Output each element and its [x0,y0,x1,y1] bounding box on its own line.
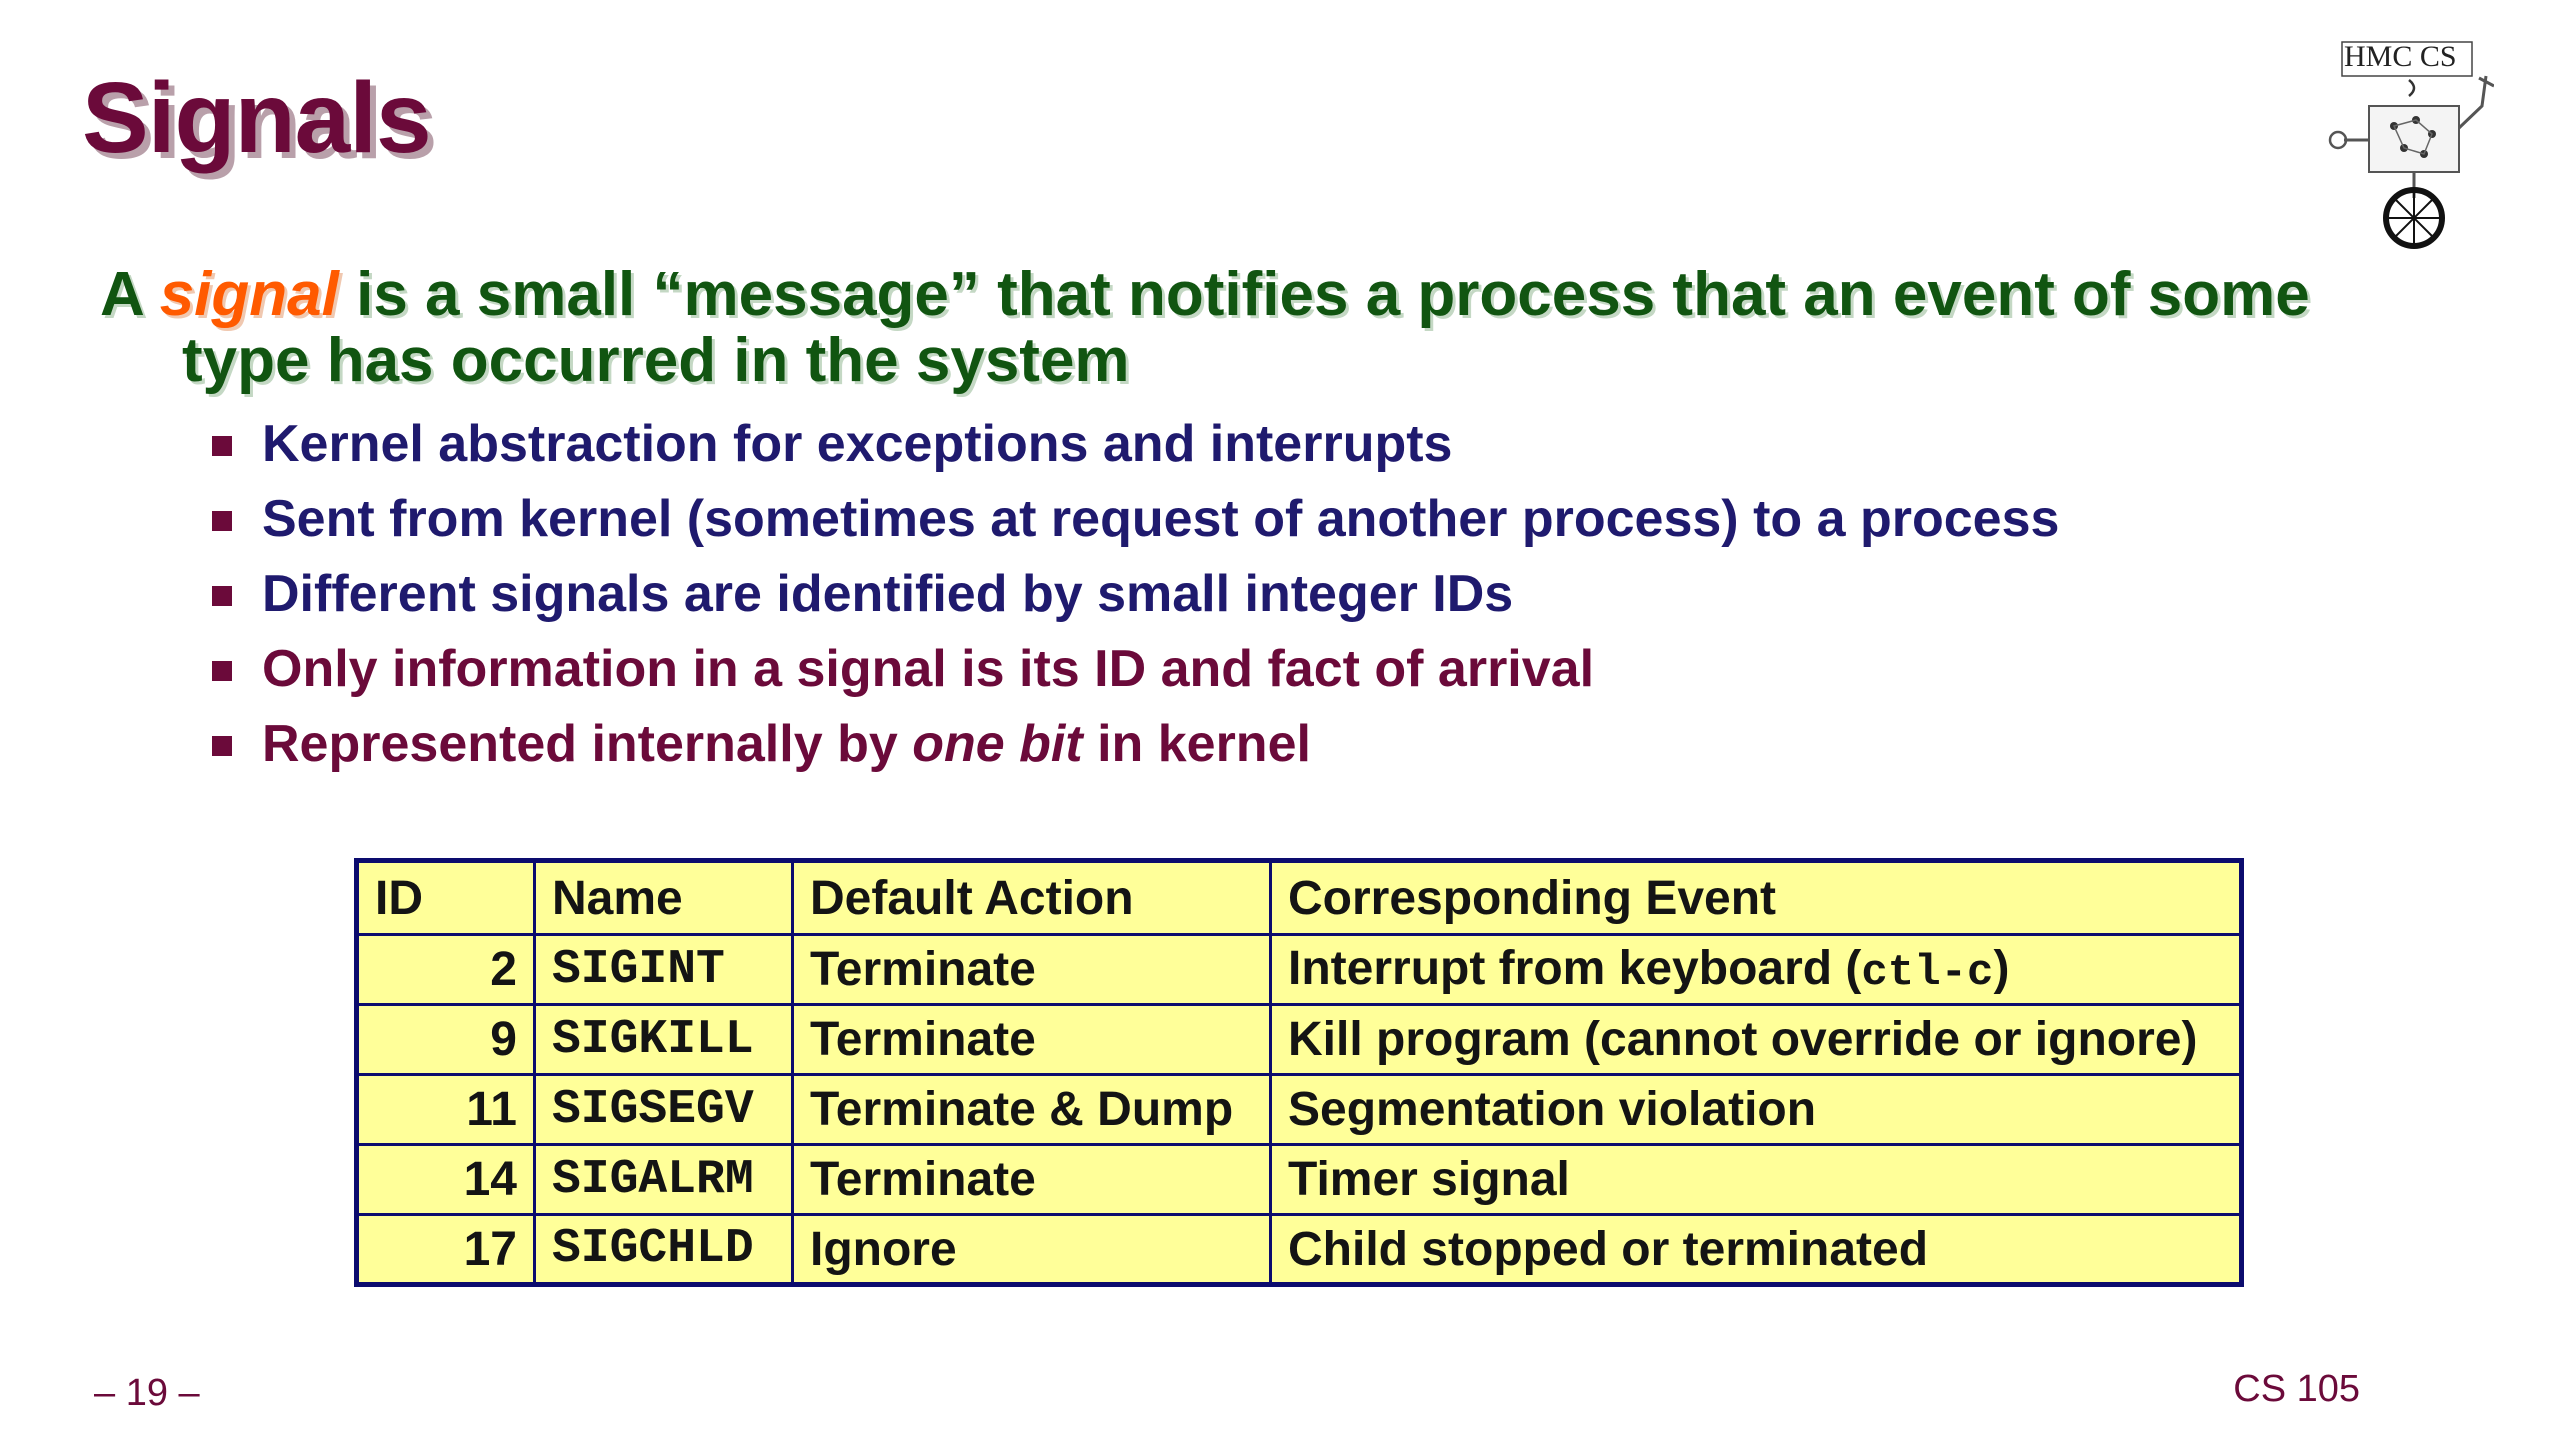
signal-id: 2 [357,935,535,1005]
sub-bullet [206,414,2059,489]
sub-bullet-text: Represented internally by [262,715,913,773]
header-default-action: Default Action [793,861,1271,935]
table-row [357,1075,2242,1145]
sub-bullet [206,564,2059,639]
page-number: – 19 – [94,1372,200,1414]
signal-action: Terminate [793,1005,1271,1075]
signal-event: Timer signal [1271,1145,2242,1215]
header-name: Name [535,861,793,935]
header-corresponding-event: Corresponding Event [1271,861,2242,935]
signal-action: Ignore [793,1215,1271,1285]
signal-name: SIGKILL [535,1005,793,1075]
table-row [357,1005,2242,1075]
slide-title: Signals [82,62,431,174]
signal-event-text: Interrupt from keyboard ( [1288,942,1862,995]
square-bullet-icon [212,736,232,756]
square-bullet-icon [212,586,232,606]
signal-name: SIGALRM [535,1145,793,1215]
main-bullet-text: is a small “message” that notifies a process that an event of some type has occurred in the system [182,260,2310,395]
signal-name: SIGINT [535,935,793,1005]
signal-id: 17 [357,1215,535,1285]
signals-table [354,858,2244,1287]
table-row [357,1145,2242,1215]
main-bullet [100,262,2440,394]
signal-name: SIGSEGV [535,1075,793,1145]
signal-action: Terminate [793,1145,1271,1215]
square-bullet-icon [212,661,232,681]
sub-bullet-text: Different signals are identified by small integer IDs [262,565,1514,623]
table-header-row [357,861,2242,935]
sub-bullet-text-tail: in kernel [1082,715,1311,773]
sub-bullet-text: Kernel abstraction for exceptions and interrupts [262,415,1453,473]
signal-id: 14 [357,1145,535,1215]
sub-bullet [206,714,2059,789]
square-bullet-icon [212,436,232,456]
signal-name: SIGCHLD [535,1215,793,1285]
signal-emphasis: signal [159,260,339,329]
square-bullet-icon [212,511,232,531]
signal-id: 11 [357,1075,535,1145]
one-bit-emphasis: one bit [912,715,1083,773]
signal-event: Segmentation violation [1271,1075,2242,1145]
header-id: ID [357,861,535,935]
signal-action: Terminate [793,935,1271,1005]
sub-bullet [206,489,2059,564]
svg-text:HMC CS: HMC CS [2344,40,2457,73]
signal-event [1271,935,2242,1005]
signal-action: Terminate & Dump [793,1075,1271,1145]
table-row [357,935,2242,1005]
course-label: CS 105 [2233,1368,2360,1410]
main-bullet-prefix: A [100,260,160,329]
signal-id: 9 [357,1005,535,1075]
sub-bullet-list [206,414,2059,789]
sub-bullet-text: Only information in a signal is its ID and fact of arrival [262,640,1595,698]
sub-bullet-text: Sent from kernel (sometimes at request of another process) to a process [262,490,2060,548]
table-row [357,1215,2242,1285]
signal-event: Child stopped or terminated [1271,1215,2242,1285]
hmc-cs-robot-logo [2324,28,2494,258]
signal-event: Kill program (cannot override or ignore) [1271,1005,2242,1075]
signal-event-code: ctl-c [1861,948,1994,998]
signal-event-tail: ) [1993,942,2010,995]
sub-bullet [206,639,2059,714]
